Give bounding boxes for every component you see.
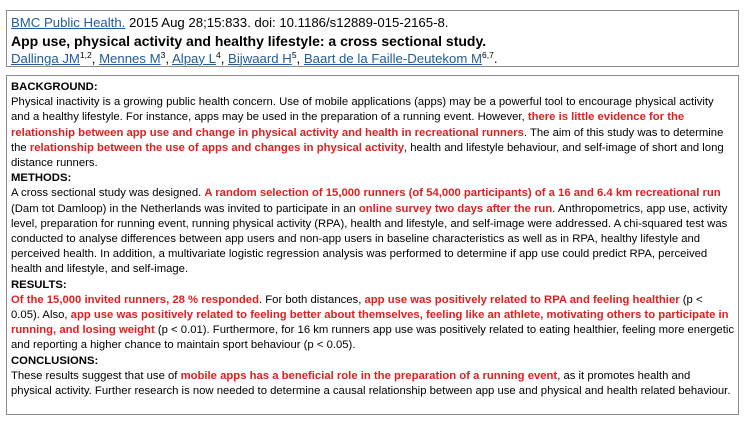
text-segment: Physical inactivity is a growing public health concern. Use of mobile applications (apps) may be a powerful tool to encourage physical activity and a healthy lifestyle. For instance, apps may be used in the preparation of a running event. However, [11,96,714,124]
text-segment: (p < 0.05). Also, [11,293,703,322]
author-link[interactable]: Alpay L [171,50,216,66]
text-segment: , health and lifestyle behaviour, and self-image of short and long distance runners. [11,141,724,170]
highlighted-text: app use was positively related to RPA and feeling healthier [364,293,680,306]
author-separator: , [91,50,100,66]
highlighted-text: online survey two days after the run [358,202,553,215]
author-affiliation: 4 [215,49,221,60]
section-heading: RESULTS: [11,278,67,291]
citation-box [6,10,739,67]
author-affiliation: 1,2 [79,49,92,60]
author-separator: . [493,50,498,66]
article-title: App use, physical activity and healthy lifestyle: a cross sectional study. [11,32,487,49]
author-separator: , [220,50,229,66]
author-separator: , [296,50,304,66]
text-segment: , as it promotes health and physical activity. Further research is now needed to determine a causal relationship between app use and physical and health related behaviour. [11,369,731,398]
text-segment: These results suggest that use of [11,369,181,382]
text-segment: . The aim of this study was to determine the [11,126,724,154]
highlighted-text: Of the 15,000 invited runners, 28 % responded [11,293,259,306]
text-segment: (p < 0.01). Furthermore, for 16 km runners app use was positively related to eating healthier, feeling more energetic and reporting a higher chance to maintain sport behaviour (p < 0.05). [11,324,734,352]
author-link[interactable]: Dallinga JM [11,50,80,66]
author-affiliation: 5 [291,49,297,60]
abstract-box [6,75,739,415]
author-link[interactable]: Mennes M [99,50,161,66]
text-segment: A cross sectional study was designed. [11,187,205,200]
author-affiliation: 6,7 [481,49,494,60]
author-link[interactable]: Baart de la Faille-Deutekom M [303,50,482,66]
text-segment: (Dam tot Damloop) in the Netherlands was invited to participate in an [11,202,359,215]
author-separator: , [165,50,172,66]
section-text [11,293,734,354]
highlighted-text: mobile apps has a beneficial role in the preparation of a running event [180,369,558,382]
author-list [11,50,734,68]
section-heading: METHODS: [11,172,72,185]
highlighted-text: A random selection of 15,000 runners (of 54,000 participants) of a 16 and 6.4 km recreational run [204,187,721,200]
section-heading: CONCLUSIONS: [11,354,99,367]
citation-line [11,14,734,32]
section-text [11,369,734,399]
highlighted-text: there is little evidence for the relationship between app use and change in physical activity and health in recreational runners [11,111,685,139]
citation-details: 2015 Aug 28;15:833. doi: 10.1186/s12889-015-2165-8. [125,15,449,30]
text-segment: . For both distances, [258,293,365,306]
text-segment: . Anthropometrics, app use, activity level, preparation for running event, running physical activity (RPA), health and lifestyle, and self-image were addressed. A chi-squared test was conducted to analyse differences between app users and non-app users in baseline characteristics as well as in RPA, healthy lifestyle and perceived health. In addition, a multivariate logistic regression analysis was performed to determine if app use could predict RPA, perceived health and lifestyle, and self-image. [11,202,728,276]
highlighted-text: relationship between the use of apps and changes in physical activity [29,141,404,154]
section-heading: BACKGROUND: [11,81,98,93]
section-text [11,95,734,171]
highlighted-text: app use was positively related to feeling better about themselves, feeling like an athlete, motivating others to participate in running, and losing weight [11,309,729,337]
journal-link[interactable]: BMC Public Health. [11,15,126,30]
section-text [11,186,734,277]
author-affiliation: 3 [160,49,166,60]
author-link[interactable]: Bijwaard H [228,50,292,66]
